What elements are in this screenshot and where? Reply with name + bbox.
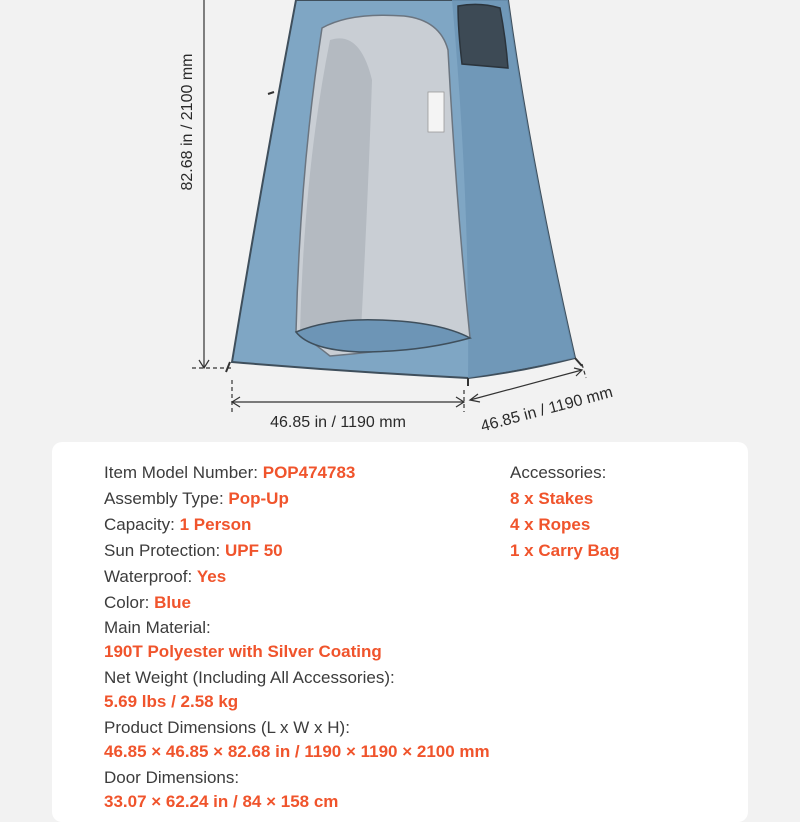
spec-value: 5.69 lbs / 2.58 kg xyxy=(104,692,239,711)
accessory-item: 4 x Ropes xyxy=(510,515,591,534)
stake-right xyxy=(575,358,582,366)
accessory-item: 1 x Carry Bag xyxy=(510,541,620,560)
spec-assembly xyxy=(104,486,474,512)
spec-label: Color: xyxy=(104,593,155,612)
depth-dimension-label: 46.85 in / 1190 mm xyxy=(479,383,615,436)
spec-value: Blue xyxy=(154,593,191,612)
spec-label: Waterproof: xyxy=(104,567,197,586)
spec-sun-protection xyxy=(104,538,474,564)
spec-waterproof xyxy=(104,564,474,590)
spec-label: Net Weight (Including All Accessories): xyxy=(104,668,395,687)
height-dimension xyxy=(192,0,232,368)
stake-left xyxy=(226,362,230,372)
height-dimension-label: 82.68 in / 2100 mm xyxy=(179,53,196,191)
spec-label: Capacity: xyxy=(104,515,180,534)
tent-image xyxy=(226,0,582,386)
rope-left xyxy=(268,92,274,94)
spec-card xyxy=(52,442,748,822)
tent-label-tag xyxy=(428,92,444,132)
spec-label: Product Dimensions (L x W x H): xyxy=(104,718,350,737)
spec-value: 46.85 × 46.85 × 82.68 in / 1190 × 1190 × 2100 mm xyxy=(104,742,490,761)
spec-color xyxy=(104,590,474,616)
spec-model xyxy=(104,460,474,486)
width-dimension xyxy=(232,380,464,412)
spec-door-dimensions xyxy=(104,766,474,814)
spec-value: Pop-Up xyxy=(228,489,289,508)
spec-product-dimensions xyxy=(104,716,490,764)
accessories-heading: Accessories: xyxy=(510,463,607,482)
spec-capacity xyxy=(104,512,474,538)
spec-list xyxy=(104,460,490,816)
accessories-list xyxy=(510,460,730,564)
spec-net-weight xyxy=(104,666,474,714)
spec-label: Main Material: xyxy=(104,618,211,637)
spec-value: POP474783 xyxy=(262,463,356,482)
spec-material xyxy=(104,616,474,664)
spec-value: UPF 50 xyxy=(224,541,283,560)
spec-value: 190T Polyester with Silver Coating xyxy=(104,642,382,661)
width-dimension-label: 46.85 in / 1190 mm xyxy=(270,414,406,431)
tent-window xyxy=(458,4,508,68)
spec-label: Item Model Number: xyxy=(104,463,263,482)
spec-value: 33.07 × 62.24 in / 84 × 158 cm xyxy=(104,792,339,811)
spec-label: Sun Protection: xyxy=(104,541,225,560)
spec-value: Yes xyxy=(196,567,227,586)
spec-label: Assembly Type: xyxy=(104,489,229,508)
spec-label: Door Dimensions: xyxy=(104,768,240,787)
accessory-item: 8 x Stakes xyxy=(510,489,594,508)
spec-value: 1 Person xyxy=(179,515,252,534)
